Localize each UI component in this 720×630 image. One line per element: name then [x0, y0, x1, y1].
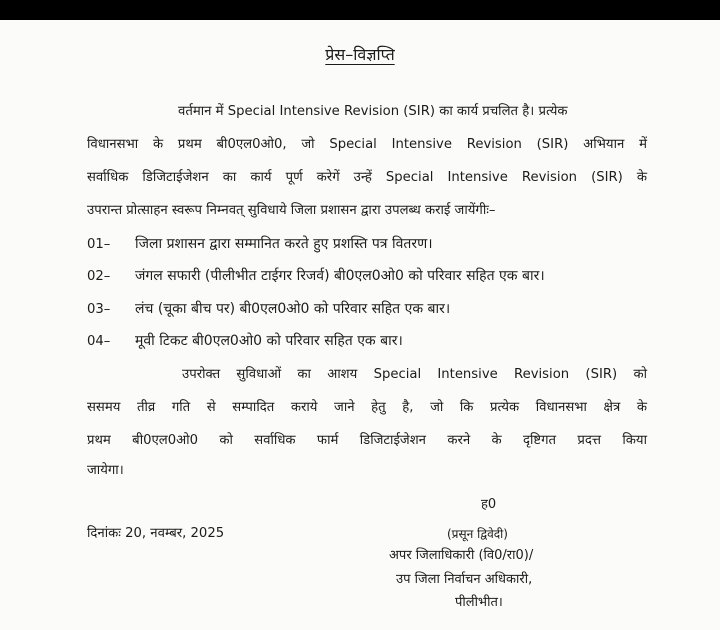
paragraph1-line-1: वर्तमान में Special Intensive Revision (SIR) का कार्य प्रचलित है। प्रत्येक: [178, 104, 568, 119]
item-text: जिला प्रशासन द्वारा सम्मानित करते हुए प्रशस्ति पत्र वितरण।: [135, 236, 433, 252]
item-text: मूवी टिकट बी0एल0ओ0 को परिवार सहित एक बार।: [135, 333, 403, 349]
item-text: जंगल सफारी (पीलीभीत टाईगर रिजर्व) बी0एल0ओ0 को परिवार सहित एक बार।: [135, 268, 545, 284]
paragraph1-line-2: विधानसभा के प्रथम बी0एल0ओ0, जो Special Intensive Revision (SIR) अभियान में: [87, 137, 647, 152]
item-number: 01–: [87, 237, 111, 252]
signatory-place: पीलीभीत।: [455, 595, 503, 610]
paragraph2-line-3: प्रथम बी0एल0ओ0 को सर्वाधिक फार्म डिजिटाईजेशन करने के दृष्टिगत प्रदत्त किया: [87, 433, 647, 448]
item-number: 03–: [87, 302, 111, 317]
signature-mark: ह0: [481, 497, 497, 512]
signatory-name: (प्रसून द्विवेदी): [447, 527, 508, 541]
paragraph2-line-1: उपरोक्त सुविधाओं का आशय Special Intensive Revision (SIR) को: [182, 367, 647, 382]
date-line: दिनांकः 20, नवम्बर, 2025: [87, 526, 225, 541]
paragraph1-line-3: सर्वाधिक डिजिटाईजेशन का कार्य पूर्ण करेगें उन्हें Special Intensive Revision (SIR) के: [87, 170, 647, 185]
paragraph1-line-4: उपरान्त प्रोत्साहन स्वरूप निम्नवत् सुविधाये जिला प्रशासन द्वारा उपलब्ध कराई जायेंगीः–: [87, 203, 496, 218]
paragraph2-line-4: जायेगा।: [87, 463, 124, 478]
item-text: लंच (चूका बीच पर) बी0एल0ओ0 को परिवार सहित एक बार।: [135, 301, 451, 317]
item-number: 02–: [87, 269, 111, 284]
item-number: 04–: [87, 334, 111, 349]
top-black-bar: [0, 0, 720, 20]
document-title: प्रेस–विज्ञप्ति: [325, 45, 395, 64]
signatory-designation-2: उप जिला निर्वाचन अधिकारी,: [396, 572, 533, 587]
paragraph2-line-2: ससमय तीव्र गति से सम्पादित कराये जाने हेतु है, जो कि प्रत्येक विधानसभा क्षेत्र के: [87, 400, 647, 415]
signatory-designation-1: अपर जिलाधिकारी (वि0/रा0)/: [389, 548, 534, 563]
